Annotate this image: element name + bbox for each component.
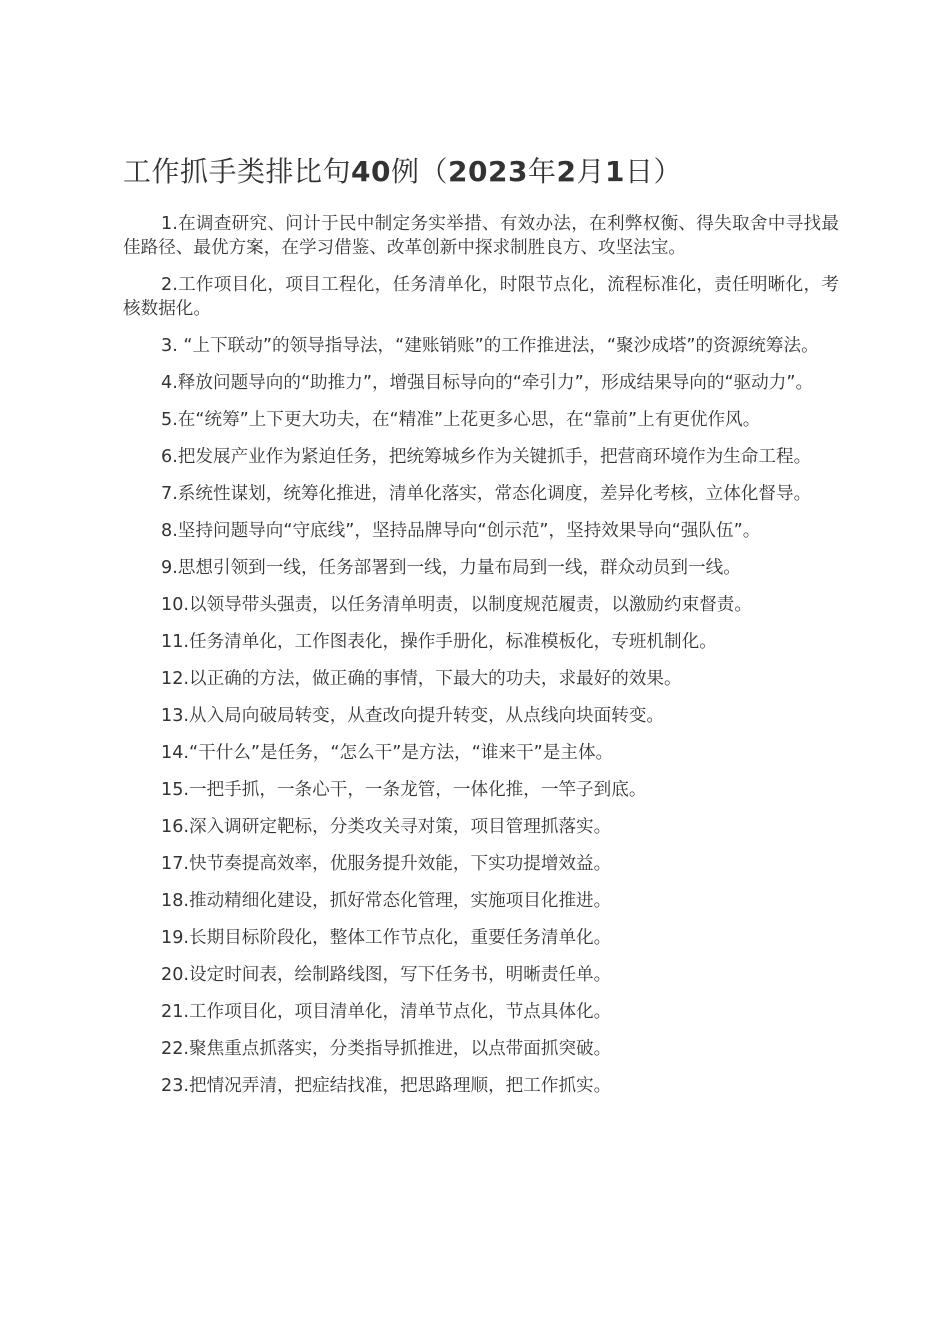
title-month-unit: 月 xyxy=(576,155,605,188)
list-item: 8.坚持问题导向“守底线”，坚持品牌导向“创示范”，坚持效果导向“强队伍”。 xyxy=(161,521,761,541)
list-item: 19.长期目标阶段化，整体工作节点化，重要任务清单化。 xyxy=(161,928,612,948)
item-list xyxy=(123,212,839,1098)
list-item: 3. “上下联动”的领导指导法，“建账销账”的工作推进法，“聚沙成塔”的资源统筹法。 xyxy=(161,336,819,356)
list-item: 22.聚焦重点抓落实，分类指导抓推进，以点带面抓突破。 xyxy=(161,1039,612,1059)
list-item: 15.一把手抓，一条心干，一条龙管，一体化推，一竿子到底。 xyxy=(161,780,647,800)
list-item: 13.从入局向破局转变，从查改向提升转变，从点线向块面转变。 xyxy=(161,706,665,726)
list-item: 7.系统性谋划，统筹化推进，清单化落实，常态化调度，差异化考核，立体化督导。 xyxy=(161,484,812,504)
title-year: 2023 xyxy=(448,155,528,188)
document-title xyxy=(123,150,839,194)
list-item: 1.在调查研究、问计于民中制定务实举措、有效办法，在利弊权衡、得失取舍中寻找最佳路径、最优方案，在学习借鉴、改革创新中探求制胜良方、攻坚法宝。 xyxy=(123,214,839,258)
title-count: 40 xyxy=(351,155,391,188)
title-year-unit: 年 xyxy=(527,155,557,188)
document-page xyxy=(123,150,839,1111)
list-item: 17.快节奏提高效率，优服务提升效能，下实功提增效益。 xyxy=(161,854,612,874)
title-month: 2 xyxy=(556,155,577,188)
list-item: 10.以领导带头强责，以任务清单明责，以制度规范履责，以激励约束督责。 xyxy=(161,595,752,615)
list-item: 11.任务清单化，工作图表化，操作手册化，标准模板化，专班机制化。 xyxy=(161,632,717,652)
list-item: 14.“干什么”是任务，“怎么干”是方法，“谁来干”是主体。 xyxy=(161,743,614,763)
list-item: 16.深入调研定靶标，分类攻关寻对策，项目管理抓落实。 xyxy=(161,817,612,837)
list-item: 18.推动精细化建设，抓好常态化管理，实施项目化推进。 xyxy=(161,891,612,911)
title-text-2: 例（ xyxy=(390,155,448,188)
title-day: 1 xyxy=(604,155,625,188)
list-item: 9.思想引领到一线，任务部署到一线，力量布局到一线，群众动员到一线。 xyxy=(161,558,741,578)
list-item: 23.把情况弄清，把症结找准，把思路理顺，把工作抓实。 xyxy=(161,1076,612,1096)
title-text-1: 工作抓手类排比句 xyxy=(123,155,352,188)
list-item: 2.工作项目化，项目工程化，任务清单化，时限节点化，流程标准化，责任明晰化，考核数据化。 xyxy=(123,275,839,319)
list-item: 12.以正确的方法，做正确的事情，下最大的功夫，求最好的效果。 xyxy=(161,669,682,689)
list-item: 21.工作项目化，项目清单化，清单节点化，节点具体化。 xyxy=(161,1002,612,1022)
list-item: 6.把发展产业作为紧迫任务，把统筹城乡作为关键抓手，把营商环境作为生命工程。 xyxy=(161,447,812,467)
list-item: 4.释放问题导向的“助推力”，增强目标导向的“牵引力”，形成结果导向的“驱动力”。 xyxy=(161,373,814,393)
list-item: 20.设定时间表，绘制路线图，写下任务书，明晰责任单。 xyxy=(161,965,612,985)
list-item: 5.在“统筹”上下更大功夫，在“精准”上花更多心思，在“靠前”上有更优作风。 xyxy=(161,410,761,430)
title-day-unit: 日） xyxy=(624,155,682,188)
